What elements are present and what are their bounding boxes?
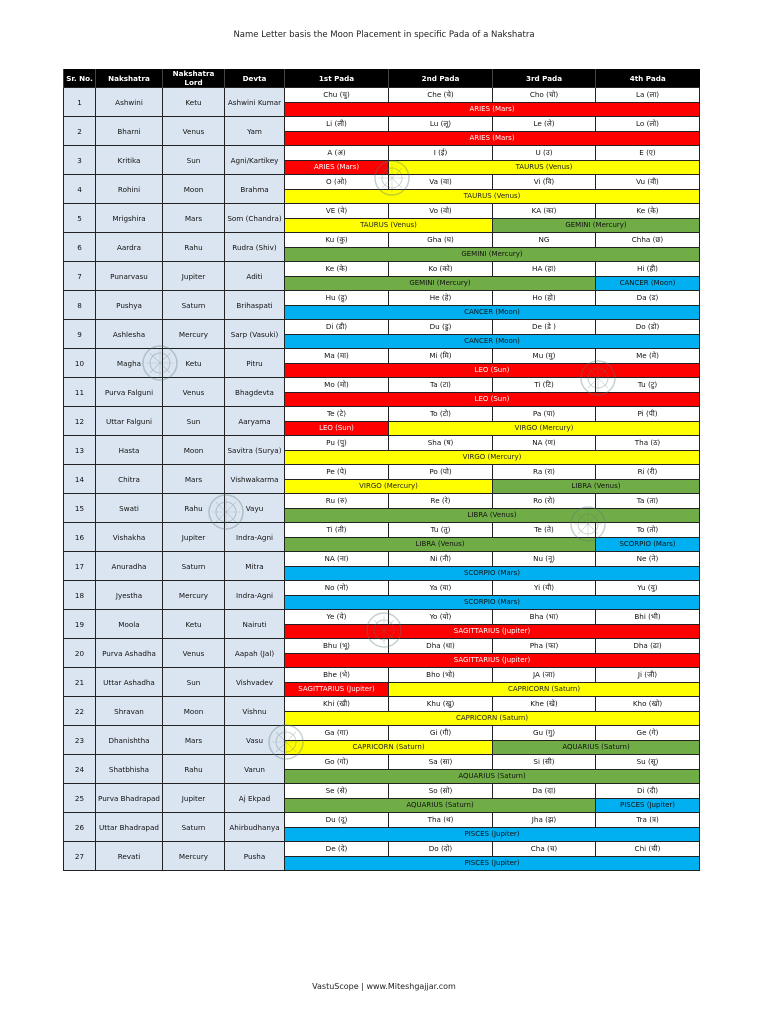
pada-2-cell: Tu (तु) bbox=[389, 523, 493, 538]
header-pada-2: 2nd Pada bbox=[389, 69, 493, 88]
zodiac-sign-cell: LEO (Sun) bbox=[285, 421, 389, 436]
header-pada-4: 4th Pada bbox=[596, 69, 700, 88]
lord-cell: Mercury bbox=[163, 320, 225, 349]
header-pada-3: 3rd Pada bbox=[493, 69, 596, 88]
pada-1-cell: VE (वे) bbox=[285, 204, 389, 219]
devta-cell: Agni/Kartikey bbox=[225, 146, 285, 175]
pada-3-cell: Si (सी) bbox=[493, 755, 596, 770]
pada-2-cell: To (टो) bbox=[389, 407, 493, 422]
devta-cell: Savitra (Surya) bbox=[225, 436, 285, 465]
sr-no-cell: 1 bbox=[64, 88, 96, 117]
sr-no-cell: 19 bbox=[64, 610, 96, 639]
vastuscope-seal-icon bbox=[140, 343, 180, 383]
devta-cell: Sarp (Vasuki) bbox=[225, 320, 285, 349]
pada-1-cell: NA (ना) bbox=[285, 552, 389, 567]
pada-3-cell: Cho (चो) bbox=[493, 88, 596, 103]
pada-4-cell: Tha (ठ) bbox=[596, 436, 700, 451]
pada-1-cell: Go (गो) bbox=[285, 755, 389, 770]
zodiac-sign-cell: VIRGO (Mercury) bbox=[285, 450, 700, 465]
devta-cell: Aaryama bbox=[225, 407, 285, 436]
devta-cell: Vishvadev bbox=[225, 668, 285, 697]
zodiac-sign-cell: AQUARIUS (Saturn) bbox=[285, 769, 700, 784]
sr-no-cell: 8 bbox=[64, 291, 96, 320]
nakshatra-cell: Moola bbox=[96, 610, 163, 639]
zodiac-sign-cell: SCORPIO (Mars) bbox=[285, 566, 700, 581]
lord-cell: Jupiter bbox=[163, 784, 225, 813]
nakshatra-cell: Purva Ashadha bbox=[96, 639, 163, 668]
pada-2-cell: Ko (को) bbox=[389, 262, 493, 277]
lord-cell: Moon bbox=[163, 175, 225, 204]
devta-cell: Aapah (Jal) bbox=[225, 639, 285, 668]
pada-1-cell: Li (ली) bbox=[285, 117, 389, 132]
pada-3-cell: De (डे ) bbox=[493, 320, 596, 335]
sr-no-cell: 7 bbox=[64, 262, 96, 291]
header-nakshatra-lord: Nakshatra Lord bbox=[163, 69, 225, 88]
lord-cell: Mercury bbox=[163, 581, 225, 610]
pada-1-cell: Chu (चु) bbox=[285, 88, 389, 103]
nakshatra-cell: Rohini bbox=[96, 175, 163, 204]
table-row bbox=[64, 117, 700, 132]
pada-1-cell: A (अ) bbox=[285, 146, 389, 161]
table-row bbox=[64, 668, 700, 683]
pada-4-cell: Su (सू) bbox=[596, 755, 700, 770]
sr-no-cell: 25 bbox=[64, 784, 96, 813]
lord-cell: Mars bbox=[163, 204, 225, 233]
pada-2-cell: Sha (ष) bbox=[389, 436, 493, 451]
pada-2-cell: Va (वा) bbox=[389, 175, 493, 190]
devta-cell: Aditi bbox=[225, 262, 285, 291]
pada-4-cell: Yu (यु) bbox=[596, 581, 700, 596]
pada-1-cell: Pu (पु) bbox=[285, 436, 389, 451]
devta-cell: Aj Ekpad bbox=[225, 784, 285, 813]
zodiac-sign-cell: CANCER (Moon) bbox=[596, 276, 700, 291]
pada-2-cell: Ya (या) bbox=[389, 581, 493, 596]
pada-2-cell: Mi (मि) bbox=[389, 349, 493, 364]
pada-1-cell: Ga (गा) bbox=[285, 726, 389, 741]
header-devta: Devta bbox=[225, 69, 285, 88]
nakshatra-cell: Anuradha bbox=[96, 552, 163, 581]
pada-4-cell: Ta (ता) bbox=[596, 494, 700, 509]
pada-2-cell: Ni (नी) bbox=[389, 552, 493, 567]
lord-cell: Saturn bbox=[163, 813, 225, 842]
pada-2-cell: Re (रे) bbox=[389, 494, 493, 509]
zodiac-sign-cell: LEO (Sun) bbox=[285, 363, 700, 378]
pada-4-cell: Ke (के) bbox=[596, 204, 700, 219]
sr-no-cell: 4 bbox=[64, 175, 96, 204]
sr-no-cell: 26 bbox=[64, 813, 96, 842]
devta-cell: Brihaspati bbox=[225, 291, 285, 320]
zodiac-sign-cell: SAGITTARIUS (Jupiter) bbox=[285, 653, 700, 668]
pada-2-cell: Tha (थ) bbox=[389, 813, 493, 828]
lord-cell: Jupiter bbox=[163, 523, 225, 552]
pada-4-cell: Kho (खो) bbox=[596, 697, 700, 712]
nakshatra-cell: Mrigshira bbox=[96, 204, 163, 233]
table-row bbox=[64, 233, 700, 248]
lord-cell: Moon bbox=[163, 436, 225, 465]
sr-no-cell: 18 bbox=[64, 581, 96, 610]
pada-2-cell: Po (पो) bbox=[389, 465, 493, 480]
pada-2-cell: I (ई) bbox=[389, 146, 493, 161]
nakshatra-cell: Shravan bbox=[96, 697, 163, 726]
pada-4-cell: Me (मे) bbox=[596, 349, 700, 364]
pada-3-cell: NA (ण) bbox=[493, 436, 596, 451]
lord-cell: Jupiter bbox=[163, 262, 225, 291]
lord-cell: Sun bbox=[163, 668, 225, 697]
sr-no-cell: 11 bbox=[64, 378, 96, 407]
zodiac-sign-cell: PISCES (Jupiter) bbox=[285, 856, 700, 871]
pada-4-cell: To (तो) bbox=[596, 523, 700, 538]
pada-1-cell: De (दे) bbox=[285, 842, 389, 857]
pada-1-cell: Ke (के) bbox=[285, 262, 389, 277]
pada-4-cell: Tra (त्र) bbox=[596, 813, 700, 828]
pada-1-cell: No (नो) bbox=[285, 581, 389, 596]
zodiac-sign-cell: PISCES (Jupiter) bbox=[285, 827, 700, 842]
table-row bbox=[64, 320, 700, 335]
pada-2-cell: So (सो) bbox=[389, 784, 493, 799]
pada-4-cell: Ne (ने) bbox=[596, 552, 700, 567]
zodiac-sign-cell: AQUARIUS (Saturn) bbox=[285, 798, 596, 813]
pada-4-cell: Bhi (भी) bbox=[596, 610, 700, 625]
table-row bbox=[64, 465, 700, 480]
zodiac-sign-cell: TAURUS (Venus) bbox=[389, 160, 700, 175]
pada-1-cell: O (ओ) bbox=[285, 175, 389, 190]
lord-cell: Ketu bbox=[163, 349, 225, 378]
pada-3-cell: NG bbox=[493, 233, 596, 248]
pada-4-cell: Hi (ही) bbox=[596, 262, 700, 277]
nakshatra-cell: Vishakha bbox=[96, 523, 163, 552]
lord-cell: Saturn bbox=[163, 552, 225, 581]
header-pada-1: 1st Pada bbox=[285, 69, 389, 88]
lord-cell: Mars bbox=[163, 465, 225, 494]
pada-2-cell: Yo (यो) bbox=[389, 610, 493, 625]
lord-cell: Saturn bbox=[163, 291, 225, 320]
lord-cell: Venus bbox=[163, 639, 225, 668]
pada-3-cell: Khe (खे) bbox=[493, 697, 596, 712]
pada-1-cell: Ku (कु) bbox=[285, 233, 389, 248]
pada-3-cell: Vi (वि) bbox=[493, 175, 596, 190]
zodiac-sign-cell: CAPRICORN (Saturn) bbox=[285, 711, 700, 726]
table-row bbox=[64, 784, 700, 799]
pada-1-cell: Te (टे) bbox=[285, 407, 389, 422]
pada-3-cell: Jha (झ) bbox=[493, 813, 596, 828]
devta-cell: Indra-Agni bbox=[225, 523, 285, 552]
pada-1-cell: Du (दू) bbox=[285, 813, 389, 828]
pada-4-cell: Ge (गे) bbox=[596, 726, 700, 741]
zodiac-sign-cell: CAPRICORN (Saturn) bbox=[389, 682, 700, 697]
pada-3-cell: Gu (गु) bbox=[493, 726, 596, 741]
nakshatra-cell: Revati bbox=[96, 842, 163, 871]
pada-2-cell: Vo (वो) bbox=[389, 204, 493, 219]
pada-3-cell: Ti (टि) bbox=[493, 378, 596, 393]
pada-4-cell: Da (ड) bbox=[596, 291, 700, 306]
sr-no-cell: 17 bbox=[64, 552, 96, 581]
devta-cell: Varun bbox=[225, 755, 285, 784]
sr-no-cell: 20 bbox=[64, 639, 96, 668]
sr-no-cell: 23 bbox=[64, 726, 96, 755]
nakshatra-cell: Aardra bbox=[96, 233, 163, 262]
pada-1-cell: Bhu (भू) bbox=[285, 639, 389, 654]
devta-cell: Vayu bbox=[225, 494, 285, 523]
zodiac-sign-cell: VIRGO (Mercury) bbox=[285, 479, 493, 494]
zodiac-sign-cell: SCORPIO (Mars) bbox=[285, 595, 700, 610]
lord-cell: Sun bbox=[163, 407, 225, 436]
pada-1-cell: Bhe (भे) bbox=[285, 668, 389, 683]
table-row bbox=[64, 581, 700, 596]
zodiac-sign-cell: VIRGO (Mercury) bbox=[389, 421, 700, 436]
sr-no-cell: 5 bbox=[64, 204, 96, 233]
pada-4-cell: Chha (छ) bbox=[596, 233, 700, 248]
zodiac-sign-cell: SAGITTARIUS (Jupiter) bbox=[285, 624, 700, 639]
devta-cell: Indra-Agni bbox=[225, 581, 285, 610]
nakshatra-cell: Ashwini bbox=[96, 88, 163, 117]
nakshatra-cell: Jyestha bbox=[96, 581, 163, 610]
lord-cell: Mars bbox=[163, 726, 225, 755]
sr-no-cell: 16 bbox=[64, 523, 96, 552]
devta-cell: Yam bbox=[225, 117, 285, 146]
zodiac-sign-cell: CANCER (Moon) bbox=[285, 305, 700, 320]
zodiac-sign-cell: ARIES (Mars) bbox=[285, 131, 700, 146]
pada-4-cell: Vu (वी) bbox=[596, 175, 700, 190]
zodiac-sign-cell: CANCER (Moon) bbox=[285, 334, 700, 349]
vastuscope-seal-icon bbox=[372, 158, 412, 198]
pada-4-cell: Ri (री) bbox=[596, 465, 700, 480]
sr-no-cell: 15 bbox=[64, 494, 96, 523]
zodiac-sign-cell: TAURUS (Venus) bbox=[285, 189, 700, 204]
table-row bbox=[64, 813, 700, 828]
nakshatra-cell: Dhanishtha bbox=[96, 726, 163, 755]
vastuscope-seal-icon bbox=[266, 722, 306, 762]
sr-no-cell: 9 bbox=[64, 320, 96, 349]
pada-3-cell: Te (ते) bbox=[493, 523, 596, 538]
lord-cell: Venus bbox=[163, 117, 225, 146]
zodiac-sign-cell: GEMINI (Mercury) bbox=[285, 276, 596, 291]
table-row bbox=[64, 552, 700, 567]
pada-3-cell: JA (जा) bbox=[493, 668, 596, 683]
footer: VastuScope | www.Miteshgajjar.com bbox=[312, 982, 456, 991]
header-sr-no: Sr. No. bbox=[64, 69, 96, 88]
pada-3-cell: Bha (भा) bbox=[493, 610, 596, 625]
lord-cell: Mercury bbox=[163, 842, 225, 871]
pada-3-cell: Mu (मु) bbox=[493, 349, 596, 364]
table-row bbox=[64, 726, 700, 741]
devta-cell: Ashwini Kumar bbox=[225, 88, 285, 117]
pada-3-cell: Pha (फा) bbox=[493, 639, 596, 654]
pada-2-cell: Che (चे) bbox=[389, 88, 493, 103]
zodiac-sign-cell: ARIES (Mars) bbox=[285, 102, 700, 117]
zodiac-sign-cell: PISCES (Jupiter) bbox=[596, 798, 700, 813]
pada-1-cell: Hu (हु) bbox=[285, 291, 389, 306]
pada-4-cell: Chi (ची) bbox=[596, 842, 700, 857]
pada-2-cell: Du (डु) bbox=[389, 320, 493, 335]
pada-2-cell: Bho (भो) bbox=[389, 668, 493, 683]
pada-3-cell: Le (ले) bbox=[493, 117, 596, 132]
pada-3-cell: Nu (नू) bbox=[493, 552, 596, 567]
sr-no-cell: 24 bbox=[64, 755, 96, 784]
devta-cell: Pitru bbox=[225, 349, 285, 378]
zodiac-sign-cell: LIBRA (Venus) bbox=[493, 479, 700, 494]
table-row bbox=[64, 407, 700, 422]
table-row bbox=[64, 436, 700, 451]
pada-4-cell: Do (डो) bbox=[596, 320, 700, 335]
devta-cell: Pusha bbox=[225, 842, 285, 871]
pada-2-cell: Gi (गी) bbox=[389, 726, 493, 741]
lord-cell: Ketu bbox=[163, 88, 225, 117]
pada-3-cell: Cha (च) bbox=[493, 842, 596, 857]
pada-4-cell: Pi (पी) bbox=[596, 407, 700, 422]
sr-no-cell: 12 bbox=[64, 407, 96, 436]
pada-2-cell: Do (दो) bbox=[389, 842, 493, 857]
lord-cell: Rahu bbox=[163, 494, 225, 523]
vastuscope-seal-icon bbox=[568, 504, 608, 544]
pada-2-cell: Sa (सा) bbox=[389, 755, 493, 770]
sr-no-cell: 13 bbox=[64, 436, 96, 465]
zodiac-sign-cell: GEMINI (Mercury) bbox=[285, 247, 700, 262]
zodiac-sign-cell: SCORPIO (Mars) bbox=[596, 537, 700, 552]
pada-2-cell: Ta (टा) bbox=[389, 378, 493, 393]
nakshatra-cell: Punarvasu bbox=[96, 262, 163, 291]
pada-2-cell: Khu (खु) bbox=[389, 697, 493, 712]
nakshatra-cell: Ashlesha bbox=[96, 320, 163, 349]
table-row bbox=[64, 755, 700, 770]
pada-3-cell: Da (दा) bbox=[493, 784, 596, 799]
devta-cell: Som (Chandra) bbox=[225, 204, 285, 233]
sr-no-cell: 14 bbox=[64, 465, 96, 494]
nakshatra-cell: Kritika bbox=[96, 146, 163, 175]
sr-no-cell: 10 bbox=[64, 349, 96, 378]
zodiac-sign-cell: LEO (Sun) bbox=[285, 392, 700, 407]
pada-4-cell: Di (दी) bbox=[596, 784, 700, 799]
lord-cell: Rahu bbox=[163, 755, 225, 784]
pada-3-cell: Ho (हो) bbox=[493, 291, 596, 306]
pada-1-cell: Di (डी) bbox=[285, 320, 389, 335]
devta-cell: Nairuti bbox=[225, 610, 285, 639]
devta-cell: Bhagdevta bbox=[225, 378, 285, 407]
devta-cell: Vasu bbox=[225, 726, 285, 755]
sr-no-cell: 6 bbox=[64, 233, 96, 262]
zodiac-sign-cell: TAURUS (Venus) bbox=[285, 218, 493, 233]
zodiac-sign-cell: GEMINI (Mercury) bbox=[493, 218, 700, 233]
nakshatra-cell: Uttar Bhadrapad bbox=[96, 813, 163, 842]
zodiac-sign-cell: CAPRICORN (Saturn) bbox=[285, 740, 493, 755]
pada-3-cell: Yi (यी) bbox=[493, 581, 596, 596]
pada-3-cell: Pa (पा) bbox=[493, 407, 596, 422]
lord-cell: Venus bbox=[163, 378, 225, 407]
lord-cell: Ketu bbox=[163, 610, 225, 639]
lord-cell: Sun bbox=[163, 146, 225, 175]
table-row bbox=[64, 697, 700, 712]
pada-1-cell: Khi (खी) bbox=[285, 697, 389, 712]
pada-4-cell: Dha (ढा) bbox=[596, 639, 700, 654]
vastuscope-seal-icon bbox=[206, 492, 246, 532]
nakshatra-cell: Uttar Ashadha bbox=[96, 668, 163, 697]
devta-cell: Vishnu bbox=[225, 697, 285, 726]
nakshatra-cell: Bharni bbox=[96, 117, 163, 146]
pada-1-cell: Ma (मा) bbox=[285, 349, 389, 364]
nakshatra-cell: Swati bbox=[96, 494, 163, 523]
pada-4-cell: Tu (टु) bbox=[596, 378, 700, 393]
pada-4-cell: Lo (लो) bbox=[596, 117, 700, 132]
nakshatra-cell: Hasta bbox=[96, 436, 163, 465]
pada-2-cell: Dha (धा) bbox=[389, 639, 493, 654]
table-row bbox=[64, 88, 700, 103]
table-row bbox=[64, 262, 700, 277]
zodiac-sign-cell: AQUARIUS (Saturn) bbox=[493, 740, 700, 755]
nakshatra-cell: Uttar Falguni bbox=[96, 407, 163, 436]
header-nakshatra: Nakshatra bbox=[96, 69, 163, 88]
zodiac-sign-cell: LIBRA (Venus) bbox=[285, 537, 596, 552]
nakshatra-cell: Chitra bbox=[96, 465, 163, 494]
pada-1-cell: Pe (पे) bbox=[285, 465, 389, 480]
pada-2-cell: Gha (घ) bbox=[389, 233, 493, 248]
nakshatra-cell: Shatbhisha bbox=[96, 755, 163, 784]
devta-cell: Brahma bbox=[225, 175, 285, 204]
sr-no-cell: 27 bbox=[64, 842, 96, 871]
nakshatra-cell: Purva Bhadrapad bbox=[96, 784, 163, 813]
devta-cell: Ahirbudhanya bbox=[225, 813, 285, 842]
pada-3-cell: HA (हा) bbox=[493, 262, 596, 277]
lord-cell: Rahu bbox=[163, 233, 225, 262]
pada-3-cell: Ro (रो) bbox=[493, 494, 596, 509]
sr-no-cell: 2 bbox=[64, 117, 96, 146]
pada-1-cell: Mo (मो) bbox=[285, 378, 389, 393]
table-row bbox=[64, 291, 700, 306]
sr-no-cell: 21 bbox=[64, 668, 96, 697]
devta-cell: Vishwakarma bbox=[225, 465, 285, 494]
pada-1-cell: Se (से) bbox=[285, 784, 389, 799]
pada-1-cell: Ru (रु) bbox=[285, 494, 389, 509]
page-title: Name Letter basis the Moon Placement in specific Pada of a Nakshatra bbox=[233, 30, 535, 40]
devta-cell: Mitra bbox=[225, 552, 285, 581]
pada-3-cell: U (उ) bbox=[493, 146, 596, 161]
table-header-row bbox=[64, 69, 700, 88]
vastuscope-seal-icon bbox=[364, 610, 404, 650]
table-row bbox=[64, 204, 700, 219]
pada-3-cell: Ra (रा) bbox=[493, 465, 596, 480]
sr-no-cell: 22 bbox=[64, 697, 96, 726]
zodiac-sign-cell: ARIES (Mars) bbox=[285, 160, 389, 175]
pada-4-cell: E (ए) bbox=[596, 146, 700, 161]
table-row bbox=[64, 842, 700, 857]
table-body bbox=[64, 88, 700, 871]
nakshatra-cell: Purva Falguni bbox=[96, 378, 163, 407]
nakshatra-cell: Pushya bbox=[96, 291, 163, 320]
pada-4-cell: Ji (जी) bbox=[596, 668, 700, 683]
pada-2-cell: He (हे) bbox=[389, 291, 493, 306]
sr-no-cell: 3 bbox=[64, 146, 96, 175]
pada-1-cell: Ye (ये) bbox=[285, 610, 389, 625]
pada-3-cell: KA (का) bbox=[493, 204, 596, 219]
pada-1-cell: Ti (ती) bbox=[285, 523, 389, 538]
nakshatra-cell: Magha bbox=[96, 349, 163, 378]
pada-4-cell: La (ला) bbox=[596, 88, 700, 103]
vastuscope-seal-icon bbox=[578, 358, 618, 398]
devta-cell: Rudra (Shiv) bbox=[225, 233, 285, 262]
lord-cell: Moon bbox=[163, 697, 225, 726]
zodiac-sign-cell: LIBRA (Venus) bbox=[285, 508, 700, 523]
zodiac-sign-cell: SAGITTARIUS (Jupiter) bbox=[285, 682, 389, 697]
pada-2-cell: Lu (लू) bbox=[389, 117, 493, 132]
